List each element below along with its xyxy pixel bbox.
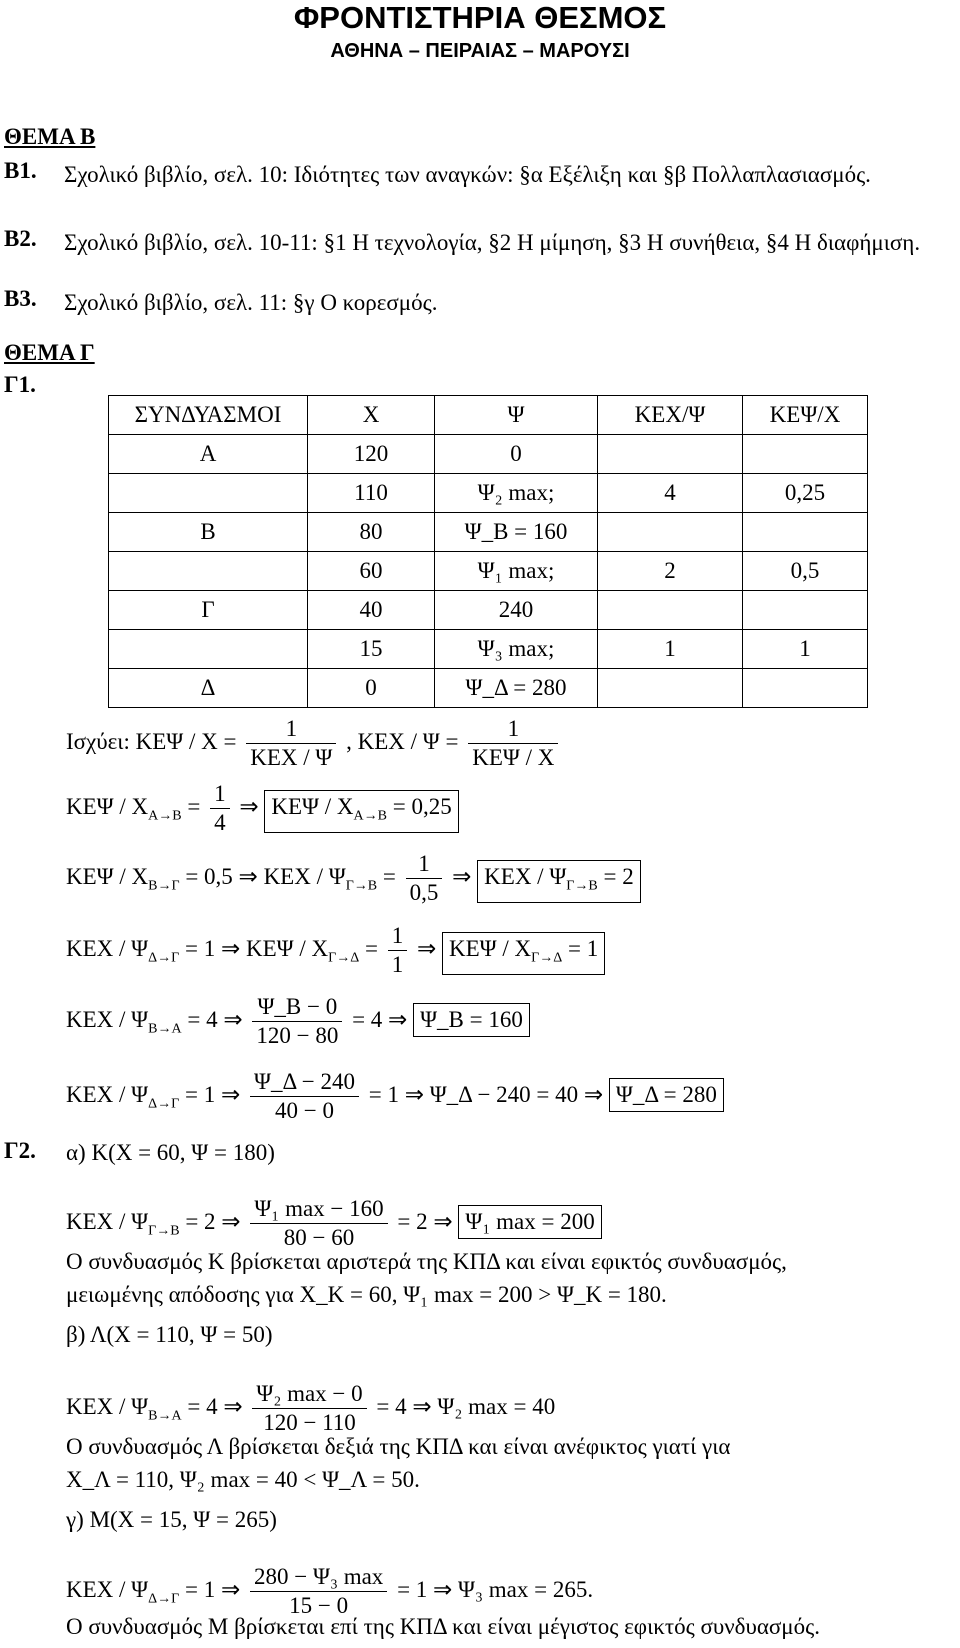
eq-text: = 1 ⇒ Ψ_Δ − 240 = 40 ⇒	[368, 1081, 604, 1107]
equation-ab: ΚΕΨ / $X_{A\to B}$ = $\frac{1}{4}$ ⇒ $KE\Psi / X_{A\to B} = 0,25$	[66, 780, 459, 837]
frac-den: 4	[214, 810, 226, 835]
equation-psid: $KEX / \Psi_{\Delta\to\Gamma} = 1$ ⇒ $\frac{\Psi\_\Delta - 240}{40 - 0}$ = 1 ⇒ Ψ_Δ − 240 = 40 ⇒ Ψ_Δ = 280	[66, 1068, 724, 1125]
frac-num: 1	[388, 922, 408, 951]
table-cell: Ψ₁ max;	[435, 552, 598, 591]
frac-den: 0,5	[409, 880, 439, 905]
table-cell	[598, 591, 743, 630]
table-cell: 0,5	[743, 552, 868, 591]
frac-num: 1	[468, 715, 558, 744]
b1-label: Β1.	[4, 158, 37, 183]
holds-label: Ισχύει:	[66, 728, 130, 754]
eq-text: ΚΕΨ / Χ	[271, 793, 354, 819]
eq-text: , ΚΕΧ / Ψ =	[346, 728, 459, 754]
equation-holds	[66, 715, 562, 772]
frac-num: Ψ₁ max − 160	[250, 1195, 387, 1224]
table-cell: Ψ₂ max;	[435, 474, 598, 513]
table-row	[109, 513, 868, 552]
table-cell: 1	[598, 630, 743, 669]
fraction	[252, 993, 342, 1050]
result-box: Ψ_Β = 160	[413, 1003, 530, 1037]
g2-b-text-2: Χ_Λ = 110, Ψ₂ max = 40 < Ψ_Λ = 50.	[66, 1467, 420, 1492]
b2-label: Β2.	[4, 226, 37, 251]
table-header: Χ	[308, 396, 435, 435]
frac-den: 15 − 0	[289, 1593, 349, 1618]
frac-num: 1	[246, 715, 336, 744]
page-subtitle: ΑΘΗΝΑ – ΠΕΙΡΑΙΑΣ – ΜΑΡΟΥΣΙ	[330, 40, 630, 62]
table-cell	[109, 474, 308, 513]
table-cell: 1	[743, 630, 868, 669]
table-cell: Ψ₃ max;	[435, 630, 598, 669]
eq-text: = 4 ⇒ Ψ₂ max = 40	[376, 1393, 556, 1419]
eq-sub: Δ→Γ	[148, 1096, 180, 1112]
frac-num: Ψ₂ max − 0	[252, 1380, 366, 1409]
eq-value: 0,25	[411, 793, 452, 819]
table-cell: 4	[598, 474, 743, 513]
table-cell	[743, 513, 868, 552]
eq-text: = 1 ⇒ Ψ₃ max = 265.	[397, 1576, 594, 1602]
table-row	[109, 630, 868, 669]
frac-num: Ψ_Β − 0	[252, 993, 342, 1022]
table-cell	[743, 669, 868, 708]
equation-c: $KEX / \Psi_{\Delta\to\Gamma} = 1$ ⇒ $\frac{\text{280 − Ψ₃ max}}{15 - 0}$ = 1 ⇒ Ψ₃ max = 265.	[66, 1564, 594, 1618]
fraction	[406, 850, 443, 907]
table-cell	[743, 591, 868, 630]
table-header: ΚΕΨ/Χ	[743, 396, 868, 435]
table-header-row	[109, 396, 868, 435]
table-cell: 15	[308, 630, 435, 669]
equation-psib: $KEX / \Psi_{B\to A} = 4$ ⇒ $\frac{\Psi\_B - 0}{120 - 80}$ = 4 ⇒ Ψ_Β = 160	[66, 993, 530, 1050]
theme-g-title: ΘΕΜΑ Γ	[4, 340, 95, 365]
table-cell	[598, 669, 743, 708]
b3-label: Β3.	[4, 286, 37, 311]
fraction	[250, 1195, 387, 1252]
g2-a-label: α) Κ(Χ = 60, Ψ = 180)	[66, 1140, 275, 1165]
result-box: $KE\Psi / X_{A\to B} = 0,25$	[264, 790, 458, 834]
eq-sub: Α→Β	[353, 808, 387, 824]
frac-num: 280 − Ψ₃ max	[250, 1563, 387, 1592]
equation-bg: $KE\Psi / X_{B\to\Gamma} = 0,5$ ⇒ ΚΕΧ / $\Psi_{\Gamma\to B}$ = $\frac{1}{0,5}$ ⇒ $KEX / \Psi_{\Gamma\to B} = 2$	[66, 850, 641, 907]
b3-text: Σχολικό βιβλίο, σελ. 11: §γ Ο κορεσμός.	[64, 290, 438, 315]
equation-a: $KEX / \Psi_{\Gamma\to B} = 2$ ⇒ $\frac{\text{Ψ₁ max − 160}}{80 - 60}$ = 2 ⇒ Ψ₁ max = 200	[66, 1195, 602, 1252]
table-cell: 110	[308, 474, 435, 513]
frac-den: ΚΕΧ / Ψ	[250, 745, 333, 770]
eq-sub: Β→Α	[148, 1408, 182, 1424]
table-cell: 80	[308, 513, 435, 552]
frac-num: Ψ_Δ − 240	[250, 1068, 359, 1097]
fraction	[250, 1068, 359, 1125]
table-cell: 40	[308, 591, 435, 630]
equation-gd: $KEX / \Psi_{\Delta\to\Gamma} = 1$ ⇒ ΚΕΨ / $X_{\Gamma\to\Delta}$ = $\frac{1}{1}$ ⇒ $KE\Psi / X_{\Gamma\to\Delta} = 1$	[66, 922, 605, 979]
fraction	[246, 715, 336, 772]
fraction	[388, 922, 408, 979]
g2-b-label: β) Λ(Χ = 110, Ψ = 50)	[66, 1322, 273, 1347]
table-cell: 0	[435, 435, 598, 474]
eq-sub: Γ→Β	[566, 878, 598, 894]
eq-sub: Β→Γ	[148, 878, 180, 894]
frac-den: 80 − 60	[283, 1225, 355, 1250]
table-header: ΚΕΧ/Ψ	[598, 396, 743, 435]
table-cell: Α	[109, 435, 308, 474]
eq-value: 2	[622, 863, 634, 889]
g2-c-text: Ο συνδυασμός Μ βρίσκεται επί της ΚΠΔ και είναι μέγιστος εφικτός συνδυασμός.	[66, 1614, 820, 1639]
table-cell: 2	[598, 552, 743, 591]
g2-label: Γ2.	[4, 1138, 36, 1163]
eq-sub: Γ→Δ	[328, 950, 360, 966]
theme-b-title: ΘΕΜΑ Β	[4, 124, 96, 149]
result-box: $KEX / \Psi_{\Gamma\to B} = 2$	[477, 860, 641, 904]
table-cell	[109, 552, 308, 591]
frac-den: 120 − 110	[263, 1410, 356, 1435]
table-cell: 240	[435, 591, 598, 630]
table-row	[109, 591, 868, 630]
table-row	[109, 669, 868, 708]
eq-value: 1	[586, 935, 599, 961]
eq-sub: Α→Β	[148, 808, 182, 824]
eq-text: ΚΕΨ / Χ =	[135, 728, 237, 754]
frac-den: 1	[391, 952, 404, 977]
combinations-table	[108, 395, 868, 708]
page-title: ΦΡΟΝΤΙΣΤΗΡΙΑ ΘΕΣΜΟΣ	[293, 0, 667, 35]
table-cell: 120	[308, 435, 435, 474]
table-cell: 60	[308, 552, 435, 591]
table-cell	[743, 435, 868, 474]
eq-text: ΚΕΨ / Χ	[66, 793, 149, 819]
eq-sub: Β→Α	[148, 1021, 182, 1037]
frac-num: 1	[210, 780, 230, 809]
fraction	[468, 715, 558, 772]
table-header: ΣΥΝΔΥΑΣΜΟΙ	[109, 396, 308, 435]
g2-b-text-1: Ο συνδυασμός Λ βρίσκεται δεξιά της ΚΠΔ και είναι ανέφικτος γιατί για	[66, 1434, 731, 1459]
frac-den: ΚΕΨ / Χ	[472, 745, 555, 770]
equation-b: $KEX / \Psi_{B\to A} = 4$ ⇒ $\frac{\text{Ψ₂ max − 0}}{120 - 110}$ = 4 ⇒ Ψ₂ max = 40	[66, 1381, 556, 1435]
g2-c-label: γ) Μ(Χ = 15, Ψ = 265)	[66, 1507, 277, 1532]
table-cell: Ψ_Β = 160	[435, 513, 598, 552]
eq-sub: Δ→Γ	[148, 1591, 180, 1607]
eq-sub: Γ→Β	[345, 878, 378, 894]
table-row	[109, 435, 868, 474]
table-cell: 0	[308, 669, 435, 708]
table-cell: Β	[109, 513, 308, 552]
eq-text: = 0,5 ⇒ ΚΕΧ / Ψ	[185, 863, 346, 889]
frac-den: 40 − 0	[274, 1098, 334, 1123]
frac-num: 1	[406, 850, 443, 879]
frac-den: 120 − 80	[256, 1023, 339, 1048]
eq-sub: Δ→Γ	[148, 950, 180, 966]
eq-text: ΚΕΨ / Χ	[66, 863, 149, 889]
g2-a-text-2: μειωμένης απόδοσης για Χ_Κ = 60, Ψ₁ max = 200 > Ψ_Κ = 180.	[66, 1282, 667, 1307]
table-cell	[109, 630, 308, 669]
table-cell: Δ	[109, 669, 308, 708]
table-row	[109, 474, 868, 513]
table-cell	[598, 513, 743, 552]
result-box: $KE\Psi / X_{\Gamma\to\Delta} = 1$	[442, 932, 605, 976]
table-cell: 0,25	[743, 474, 868, 513]
eq-sub: Γ→Β	[148, 1223, 180, 1239]
g2-a-text-1: Ο συνδυασμός Κ βρίσκεται αριστερά της ΚΠΔ και είναι εφικτός συνδυασμός,	[66, 1249, 787, 1274]
table-cell	[598, 435, 743, 474]
b1-text: Σχολικό βιβλίο, σελ. 10: Ιδιότητες των αναγκών: §α Εξέλιξη και §β Πολλαπλασιασμός.	[64, 162, 871, 187]
fraction	[252, 1380, 366, 1437]
result-box: Ψ₁ max = 200	[458, 1205, 601, 1239]
table-header: Ψ	[435, 396, 598, 435]
result-box: Ψ_Δ = 280	[609, 1078, 724, 1112]
table-cell: Ψ_Δ = 280	[435, 669, 598, 708]
table-row	[109, 552, 868, 591]
b2-text: Σχολικό βιβλίο, σελ. 10-11: §1 Η τεχνολογία, §2 Η μίμηση, §3 Η συνήθεια, §4 Η διαφήμιση.	[64, 230, 921, 255]
g1-label: Γ1.	[4, 372, 36, 397]
eq-sub: Γ→Δ	[531, 950, 563, 966]
table-cell: Γ	[109, 591, 308, 630]
fraction	[210, 780, 230, 837]
